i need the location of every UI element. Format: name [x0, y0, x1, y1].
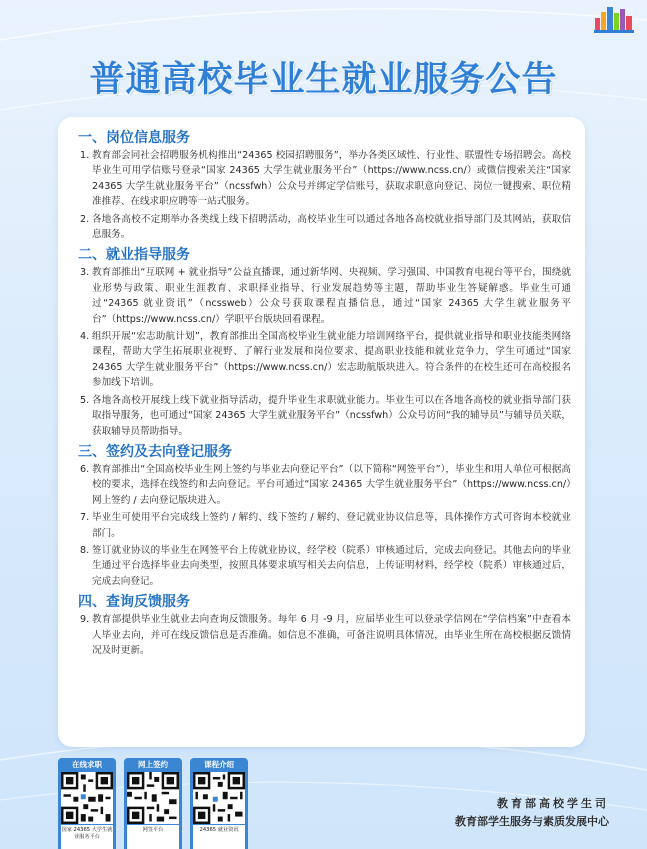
item-number: 1.	[80, 150, 90, 161]
list-item	[78, 265, 571, 327]
list-item	[78, 612, 571, 658]
page-title: 普通高校毕业生就业服务公告	[89, 60, 558, 100]
list-item	[78, 393, 571, 439]
qr-caption: 国家 24365 大学生就业服务平台	[61, 825, 113, 849]
item-text: 各地各高校不定期举办各类线上线下招聘活动，高校毕业生可以通过各地各高校就业指导部门及其网站，获取信息服务。	[92, 213, 571, 241]
qr-code-icon[interactable]	[193, 772, 245, 824]
issuer-line-2: 教育部学生服务与素质发展中心	[455, 815, 609, 828]
item-number: 6.	[80, 463, 90, 475]
item-text: 签订就业协议的毕业生在网签平台上传就业协议，经学校（院系）审核通过后，完成去向登记。其他去向的毕业生通过平台选择毕业去向类型，按照具体要求填写相关去向信息，上传证明材料，经学校（院系）审核通过后，完成去向登记。	[92, 544, 571, 587]
item-number: 2.	[80, 213, 90, 225]
qr-card-job-search[interactable]	[58, 758, 116, 849]
qr-code-icon[interactable]	[61, 772, 113, 824]
item-text: 组织开展“宏志助航计划”，教育部推出全国高校毕业生就业能力培训网络平台，提供就业指导和职业技能类网络课程，帮助大学生拓展职业视野、了解行业发展和岗位要求、提高职业技能和就业竞争力，学生可通过“国家 24365 大学生就业服务平台”（https://www.ncss.cn/）宏志助航版块进入。符合条件的在校生还可在高校报名参加线下培训。	[92, 331, 572, 389]
item-text: 各地各高校开展线上线下就业指导活动，提升毕业生求职就业能力。毕业生可以在各地各高校的就业指导部门获取指导服务，也可通过“国家 24365 大学生就业服务平台”（ncssfwh）公众号访问“我的辅导员”与辅导员关联，获取辅导员帮助指导。	[92, 394, 571, 437]
qr-label: 在线求职	[72, 760, 102, 769]
list-item	[78, 329, 571, 391]
qr-caption: 网签平台	[127, 825, 179, 849]
section-heading: 二、就业指导服务	[78, 247, 190, 264]
qr-code-icon[interactable]	[127, 772, 179, 824]
qr-card-course-intro[interactable]	[190, 758, 248, 849]
item-number: 5.	[80, 394, 90, 406]
list-item	[78, 510, 571, 541]
item-text: 教育部提供毕业生就业去向查询反馈服务。每年 6 月 -9 月，应届毕业生可以登录学信网在“学信档案”中查看本人毕业去向，并可在线反馈信息是否准确。如信息不准确，可备注说明具体情况，由毕业生所在高校根据反馈情况及时更新。	[92, 614, 571, 656]
qr-code-strip	[58, 758, 268, 849]
item-text: 教育部推出“全国高校毕业生网上签约与毕业去向登记平台”（以下简称“网签平台”），毕业生和用人单位可根据高校的要求，选择在线签约和去向登记。平台可通过“国家 24365 大学生就业服务平台”（https://www.ncss.cn/）网上签约 / 去向登记版块进入。	[92, 463, 571, 506]
qr-caption: 24365 就业资讯	[193, 825, 245, 849]
issuer-block	[455, 795, 609, 830]
qr-label: 课程介绍	[204, 760, 234, 769]
section-job-info	[78, 128, 571, 242]
item-number: 9.	[80, 614, 90, 626]
qr-card-online-signing[interactable]	[124, 758, 182, 849]
announcement-card	[58, 117, 585, 747]
item-text: 毕业生可使用平台完成线上签约 / 解约、线下签约 / 解约、登记就业协议信息等，具体操作方式可咨询本校就业部门。	[92, 512, 571, 539]
item-number: 7.	[80, 512, 90, 524]
section-guidance	[78, 245, 571, 438]
item-text: 教育部推出“互联网 + 就业指导”公益直播课，通过新华网、央视频、学习强国、中国教育电视台等平台，围绕就业形势与政策、职业生涯教育、求职择业指导、行业发展趋势等主题，帮助毕业生答疑解惑。毕业生可通过“24365 就业资讯”（ncssweb）公众号获取课程直播信息，通过“国家 24365 大学生就业服务平台”（https://www.ncss.cn/）学职平台版块回看课程。	[92, 267, 571, 325]
list-item	[78, 543, 571, 589]
section-feedback	[78, 592, 571, 658]
section-heading: 四、查询反馈服务	[78, 594, 190, 611]
item-number: 8.	[80, 544, 90, 556]
section-signing	[78, 442, 571, 589]
item-number: 3.	[80, 267, 90, 279]
qr-label: 网上签约	[138, 760, 168, 769]
list-item	[78, 212, 571, 243]
brand-logo	[593, 4, 637, 34]
item-number: 4.	[80, 331, 90, 343]
list-item	[78, 148, 571, 210]
section-heading: 三、签约及去向登记服务	[78, 443, 232, 460]
list-item	[78, 462, 571, 508]
issuer-line-1: 教育部高校学生司	[497, 797, 609, 810]
item-text: 教育部会同社会招聘服务机构推出“24365 校园招聘服务”，举办各类区域性、行业性、联盟性专场招聘会。高校毕业生可用学信账号登录“国家 24365 大学生就业服务平台”（https://www.ncss.cn/）或微信搜索关注“国家 24365 大学生就业服务平台”（ncssfwh）公众号并绑定学信账号，获取求职意向登记、岗位一键搜索、职位精准推荐、在线求职应聘等一站式服务。	[92, 150, 571, 208]
section-heading: 一、岗位信息服务	[78, 130, 190, 146]
